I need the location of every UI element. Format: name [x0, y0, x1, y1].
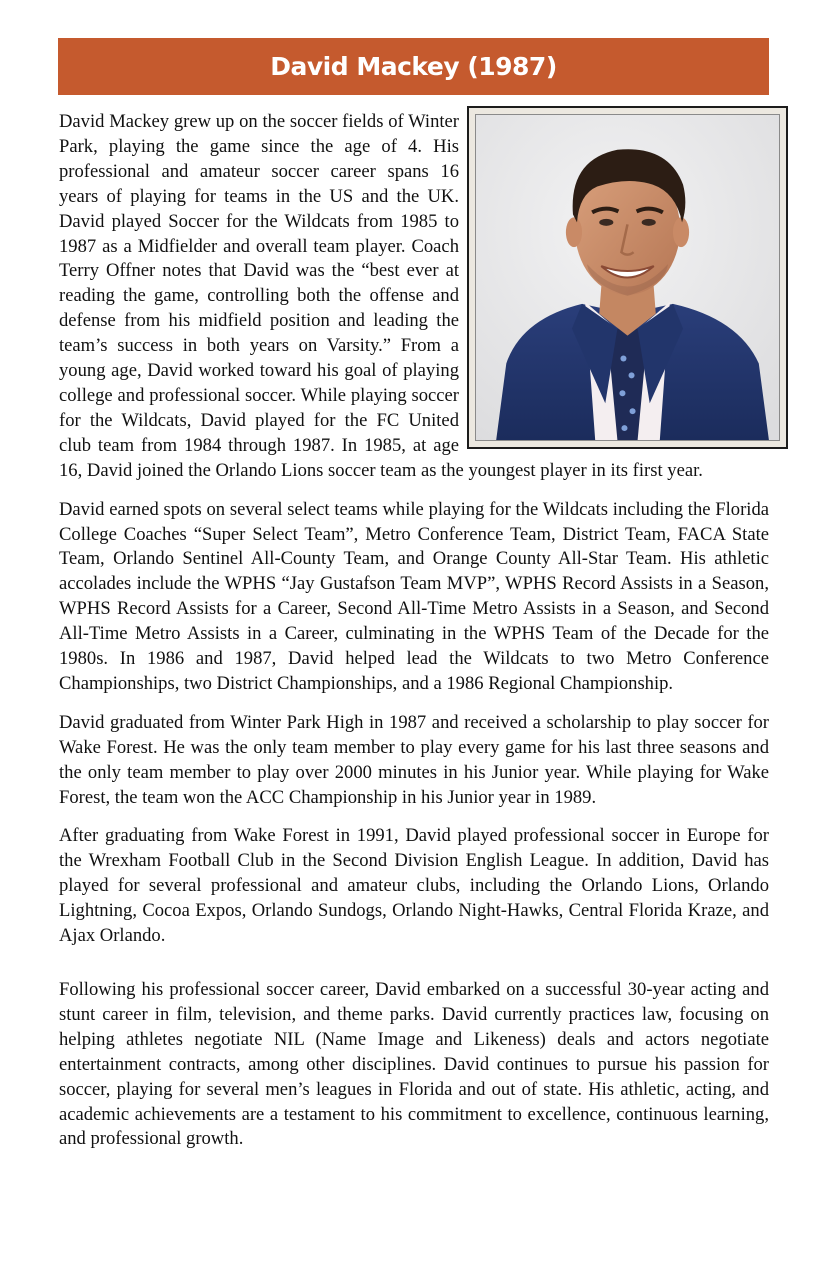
portrait-frame	[467, 106, 788, 449]
title-banner	[58, 38, 769, 95]
bio-paragraph-wake-forest: David graduated from Winter Park High in 1987 and received a scholarship to play soccer for Wake Forest. He was the only team member to play every game for his last three seasons and the only team member to play over 2000 minutes in his Junior year. While playing for Wake Forest, the team won the ACC Championship in his Junior year in 1989.	[59, 711, 769, 808]
portrait-photo	[475, 114, 780, 441]
bio-paragraph-later-career: Following his professional soccer career, David embarked on a successful 30-year acting and stunt career in film, television, and theme parks. David currently practices law, focusing on helping athletes negotiate NIL (Name Image and Likeness) deals and actors negotiate entertainment contracts, among other disciplines. David continues to pursue his passion for soccer, playing for several men’s leagues in Florida and out of state. His athletic, acting, and academic achievements are a testament to his commitment to excellence, continuous learning, and professional growth.	[59, 979, 769, 1150]
page-title: David Mackey (1987)	[270, 52, 557, 81]
portrait-image-icon	[476, 115, 779, 440]
bio-paragraph-select-teams: David earned spots on several select teams while playing for the Wildcats including the Florida College Coaches “Super Select Team”, Metro Conference Team, District Team, FACA State Team, Orlando Sentinel All-County Team, and Orange County All-Star Team. His athletic accolades include the WPHS “Jay Gustafson Team MVP”, WPHS Record Assists in a Season, WPHS Record Assists for a Career, Second All-Time Metro Assists in a Season, and Second All-Time Metro Assists in a Career, culminating in the WPHS Team of the Decade for the 1980s. In 1986 and 1987, David helped lead the Wildcats to two Metro Conference Championships, two District Championships, and a 1986 Regional Championship.	[59, 498, 769, 694]
article-body	[59, 110, 769, 1166]
bio-paragraph-early-career: David Mackey grew up on the soccer fields of Winter Park, playing the game since the age of 4. His professional and amateur soccer career spans 16 years of playing for teams in the US and the UK. David played Soccer for the Wildcats from 1985 to 1987 as a Midfielder and overall team player. Coach Terry Offner notes that David was the “best ever at reading the game, controlling both the offense and defense from his midfield position and leading the team’s success in both years on Varsity.” From a young age, David worked toward his goal of playing college and professional soccer. While playing soccer for the Wildcats, David played for the FC United club team from 1984 through 1987. In 1985, at age 16, David joined the Orlando Lions soccer team as the youngest player in its first year.	[59, 111, 703, 481]
bio-paragraph-professional: After graduating from Wake Forest in 1991, David played professional soccer in Europe for the Wrexham Football Club in the Second Division English League. In addition, David has played for several professional and amateur clubs, including the Orlando Lions, Orlando Lightning, Cocoa Expos, Orlando Sundogs, Orlando Night-Hawks, Central Florida Kraze, and Ajax Orlando.	[59, 825, 769, 947]
